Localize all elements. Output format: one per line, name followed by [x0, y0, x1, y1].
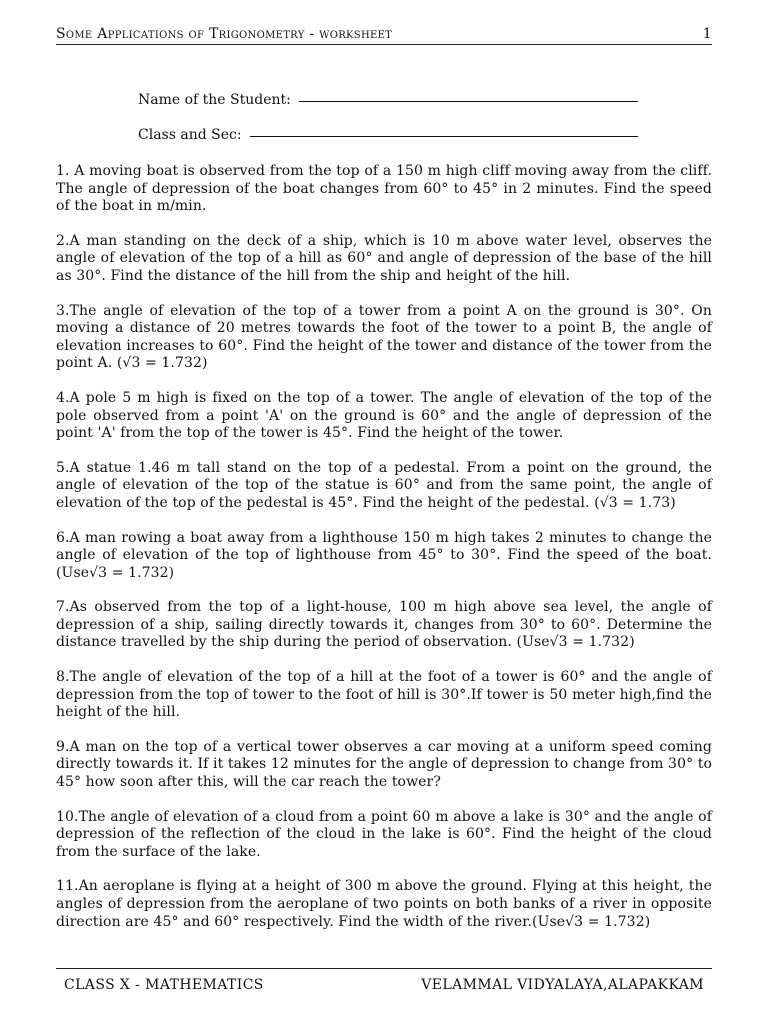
- question-6: 6.A man rowing a boat away from a lighthouse 150 m high takes 2 minutes to change the angle of elevation of the top of lighthouse from 45° to 30°. Find the speed of the boat. (Use√3 = 1.732): [56, 529, 712, 581]
- question-11: 11.An aeroplane is flying at a height of 300 m above the ground. Flying at this height, the angles of depression from the aeroplane of two points on both banks of a river in opposite direction are 45° and 60° respectively. Find the width of the river.(Use√3 = 1.732): [56, 878, 712, 930]
- class-sec-label: Class and Sec:: [138, 127, 242, 143]
- student-name-label: Name of the Student:: [138, 92, 291, 108]
- question-10: 10.The angle of elevation of a cloud from a point 60 m above a lake is 30° and the angle of depression of the reflection of the cloud in the lake is 60°. Find the height of the cloud from the surface of the lake.: [56, 808, 712, 860]
- student-name-field: [138, 86, 638, 108]
- question-5: 5.A statue 1.46 m tall stand on the top of a pedestal. From a point on the ground, the angle of elevation of the top of the statue is 60° and from the same point, the angle of elevation of the top of the pedestal is 45°. Find the height of the pedestal. (√3 = 1.73): [56, 459, 712, 511]
- question-2: 2.A man standing on the deck of a ship, which is 10 m above water level, observes the angle of elevation of the top of a hill as 60° and angle of depression of the base of the hill as 30°. Find the distance of the hill from the ship and height of the hill.: [56, 232, 712, 284]
- footer-class: CLASS X - MATHEMATICS: [64, 977, 264, 993]
- page-number: 1: [702, 26, 712, 42]
- question-7: 7.As observed from the top of a light-house, 100 m high above sea level, the angle of depression of a ship, sailing directly towards it, changes from 30° to 60°. Determine the distance travelled by the ship during the period of observation. (Use√3 = 1.732): [56, 599, 712, 651]
- question-8: 8.The angle of elevation of the top of a hill at the foot of a tower is 60° and the angle of depression from the top of tower to the foot of hill is 30°.If tower is 50 meter high,find the height of the hill.: [56, 669, 712, 721]
- question-4: 4.A pole 5 m high is fixed on the top of a tower. The angle of elevation of the top of the pole observed from a point 'A' on the ground is 60° and the angle of depression of the point 'A' from the top of the tower is 45°. Find the height of the tower.: [56, 389, 712, 442]
- student-name-blank: [299, 101, 638, 102]
- footer-school: VELAMMAL VIDYALAYA,ALAPAKKAM: [421, 977, 704, 993]
- class-sec-blank: [250, 136, 638, 137]
- student-info: [138, 86, 638, 156]
- question-3: 3.The angle of elevation of the top of a tower from a point A on the ground is 30°. On moving a distance of 20 metres towards the foot of the tower to a point B, the angle of elevation increases to 60°. Find the height of the tower and distance of the tower from the point A. (√3 = 1.732): [56, 302, 712, 372]
- page-footer: [56, 968, 712, 993]
- question-1: 1. A moving boat is observed from the top of a 150 m high cliff moving away from the cliff. The angle of depression of the boat changes from 60° to 45° in 2 minutes. Find the speed of the boat in m/min.: [56, 163, 712, 215]
- worksheet-title: Some Applications of Trigonometry - worksheet: [56, 26, 393, 42]
- class-sec-field: [138, 121, 638, 143]
- question-list: [56, 163, 712, 948]
- question-9: 9.A man on the top of a vertical tower observes a car moving at a uniform speed coming directly towards it. If it takes 12 minutes for the angle of depression to change from 30° to 45° how soon after this, will the car reach the tower?: [56, 738, 712, 791]
- page-header: [56, 20, 712, 45]
